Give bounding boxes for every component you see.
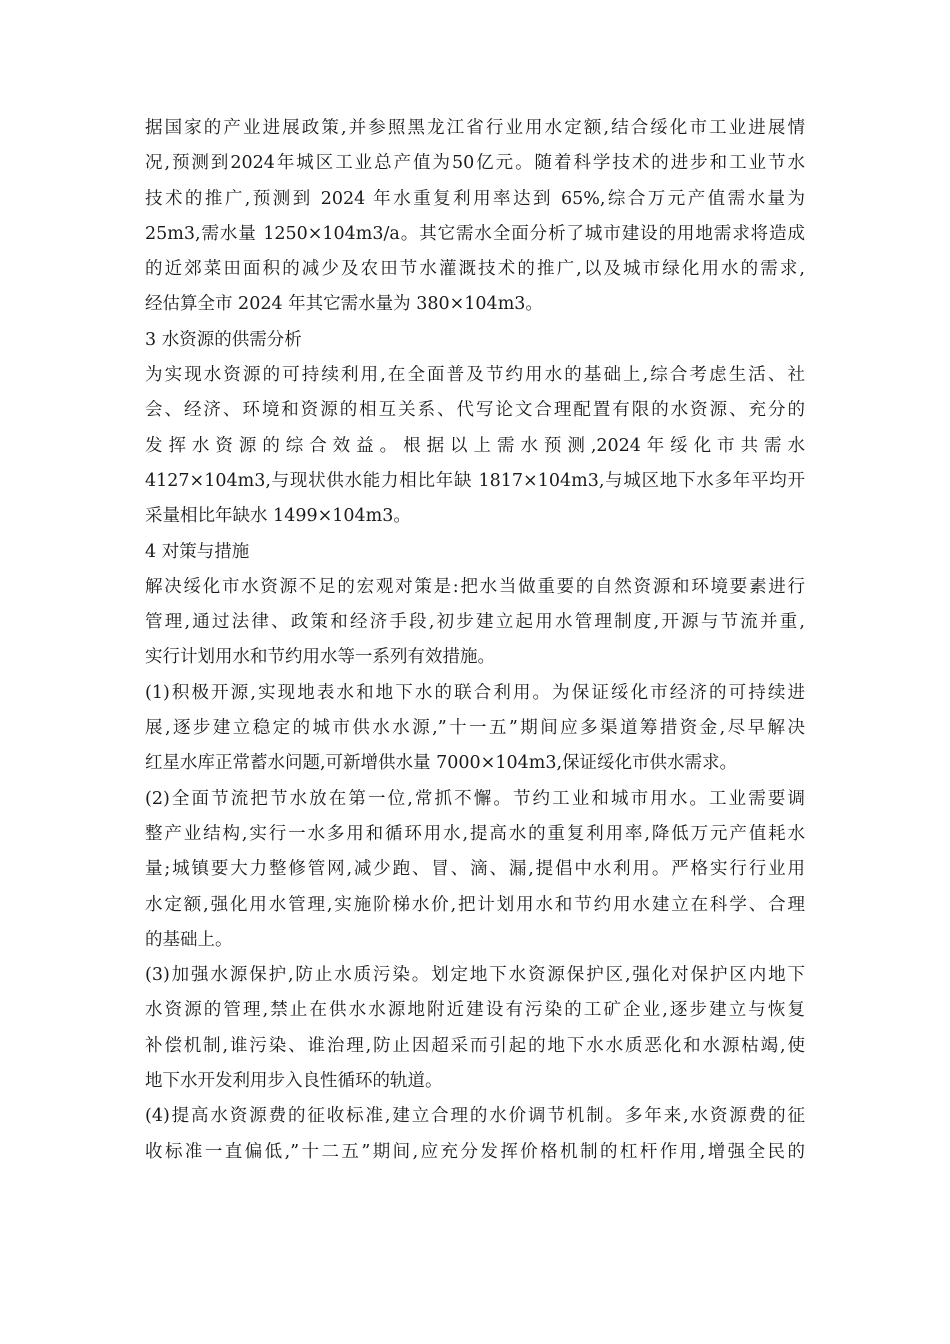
- text-line: 25m3,需水量 1250×104m3/a。其它需水全面分析了城市建设的用地需求将造成: [145, 223, 805, 244]
- text-line: 技术的推广,预测到 2024 年水重复利用率达到 65%,综合万元产值需水量为: [145, 188, 805, 209]
- text-line: (2)全面节流把节水放在第一位,常抓不懈。节约工业和城市用水。工业需要调: [145, 788, 805, 809]
- section-heading: 4 对策与措施: [145, 541, 250, 562]
- text-line: (4)提高水资源费的征收标准,建立合理的水价调节机制。多年来,水资源费的征: [145, 1106, 805, 1127]
- text-line: 红星水库正常蓄水问题,可新增供水量 7000×104m3,保证绥化市供水需求。: [145, 753, 738, 774]
- text-line: 补偿机制,谁污染、谁治理,防止因超采而引起的地下水水质恶化和水源枯竭,使: [145, 1035, 805, 1056]
- text-line: 解决绥化市水资源不足的宏观对策是:把水当做重要的自然资源和环境要素进行: [145, 576, 805, 597]
- text-line: 整产业结构,实行一水多用和循环用水,提高水的重复利用率,降低万元产值耗水: [145, 823, 805, 844]
- text-line: 收标准一直偏低,”十二五”期间,应充分发挥价格机制的杠杆作用,增强全民的: [145, 1141, 805, 1162]
- text-line: 会、经济、环境和资源的相互关系、代写论文合理配置有限的水资源、充分的: [145, 400, 805, 421]
- text-line: 为实现水资源的可持续利用,在全面普及节约用水的基础上,综合考虑生活、社: [145, 365, 805, 386]
- text-line: 4127×104m3,与现状供水能力相比年缺 1817×104m3,与城区地下水多年平均开: [145, 470, 805, 491]
- text-line: 的近郊菜田面积的减少及农田节水灌溉技术的推广,以及城市绿化用水的需求,: [145, 259, 805, 280]
- text-line: 实行计划用水和节约用水等一系列有效措施。: [145, 647, 495, 668]
- text-line: 水定额,强化用水管理,实施阶梯水价,把计划用水和节约用水建立在科学、合理: [145, 894, 805, 915]
- text-line: 的基础上。: [145, 929, 233, 950]
- text-line: 采量相比年缺水 1499×104m3。: [145, 506, 411, 527]
- text-line: 水资源的管理,禁止在供水水源地附近建设有污染的工矿企业,逐步建立与恢复: [145, 1000, 805, 1021]
- text-line: (3)加强水源保护,防止水质污染。划定地下水资源保护区,强化对保护区内地下: [145, 965, 805, 986]
- section-heading: 3 水资源的供需分析: [145, 329, 302, 350]
- text-line: 据国家的产业进展政策,并参照黑龙江省行业用水定额,结合绥化市工业进展情: [145, 118, 805, 138]
- text-line: 量;城镇要大力整修管网,减少跑、冒、滴、漏,提倡中水利用。严格实行行业用: [145, 859, 805, 880]
- text-line: 管理,通过法律、政策和经济手段,初步建立起用水管理制度,开源与节流并重,: [145, 612, 805, 633]
- text-line: 发 挥 水 资 源 的 综 合 效 益 。 根 据 以 上 需 水 预 测 ,2024 年 绥 化 市 共 需 水: [145, 435, 805, 456]
- text-line: (1)积极开源,实现地表水和地下水的联合利用。为保证绥化市经济的可持续进: [145, 682, 805, 703]
- document-body: [145, 111, 805, 1170]
- text-line: 经估算全市 2024 年其它需水量为 380×104m3。: [145, 294, 543, 315]
- text-line: 况,预测到2024年城区工业总产值为50亿元。随着科学技术的进步和工业节水: [145, 153, 805, 174]
- text-line: 展,逐步建立稳定的城市供水水源,”十一五”期间应多渠道筹措资金,尽早解决: [145, 718, 805, 739]
- text-line: 地下水开发利用步入良性循环的轨道。: [145, 1071, 443, 1092]
